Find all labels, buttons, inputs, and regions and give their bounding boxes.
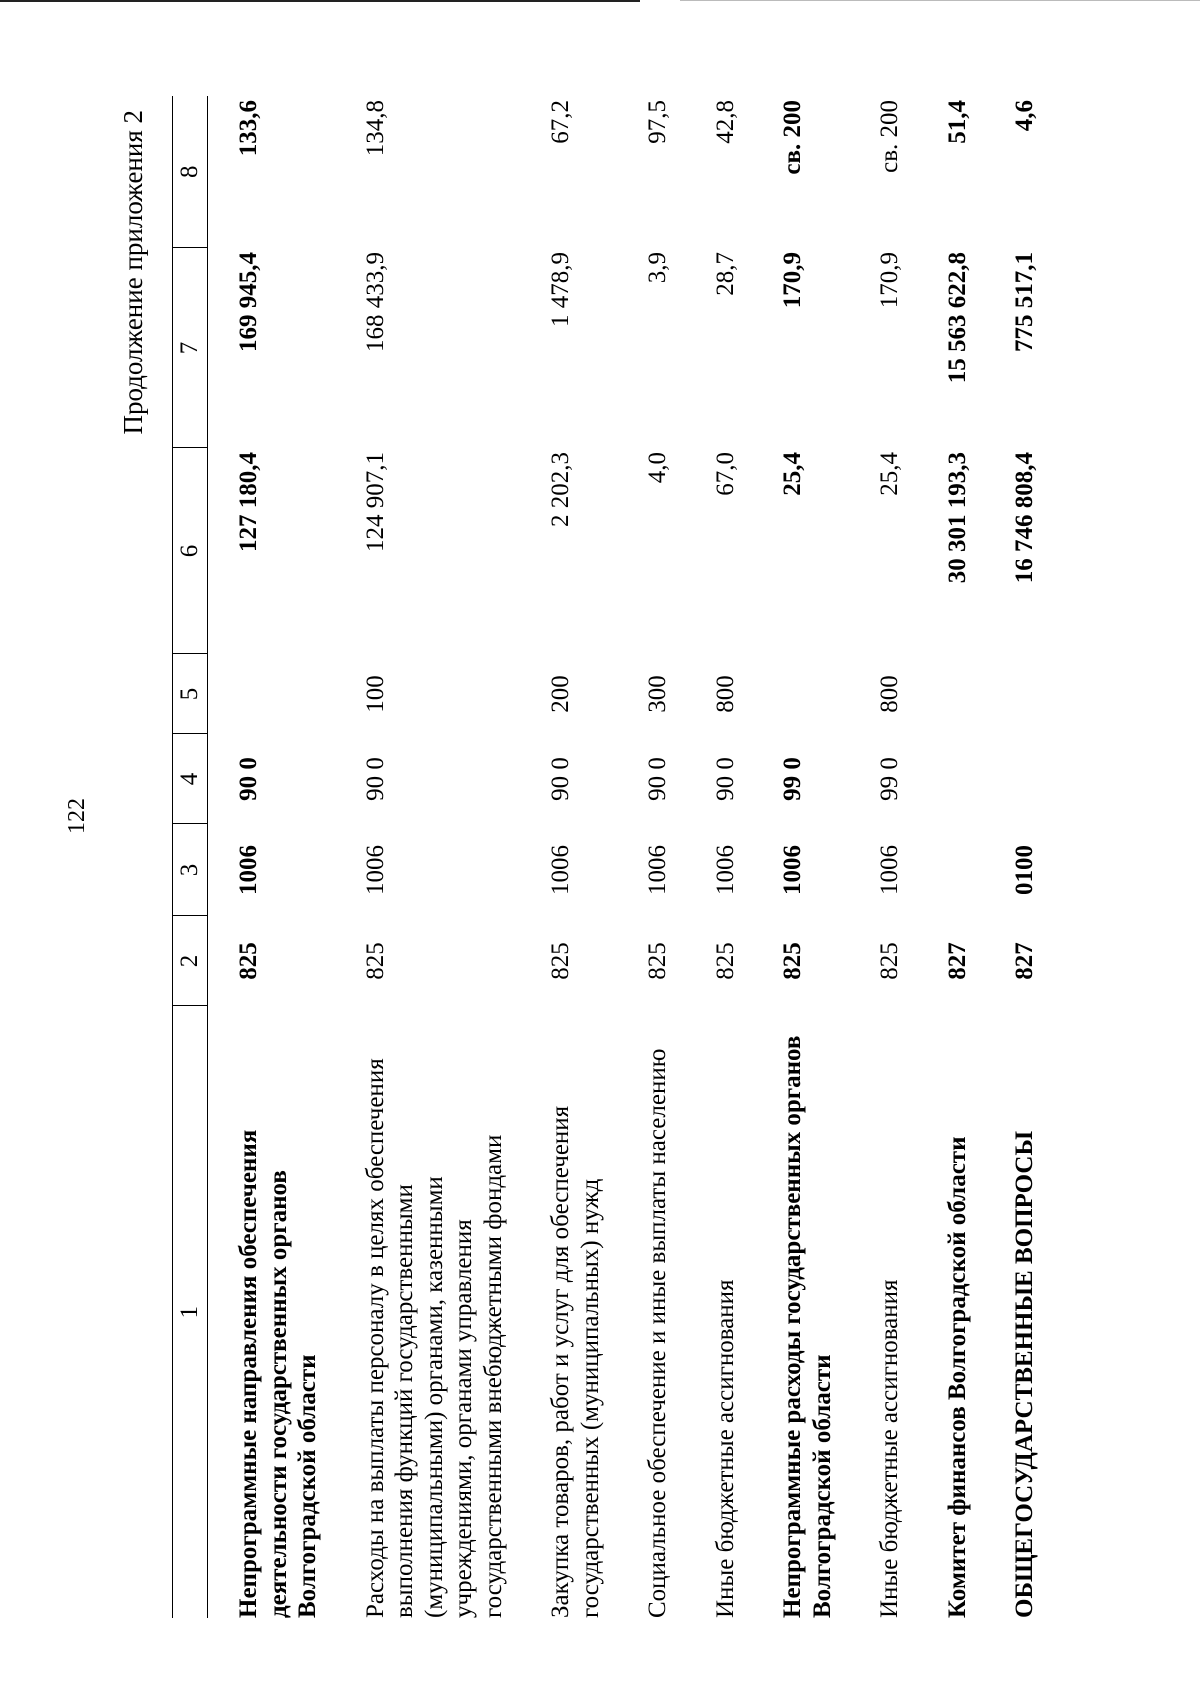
table-row (711, 96, 741, 1618)
table-row (778, 96, 837, 1618)
value-col6-cell: 25,4 (779, 452, 806, 496)
code-expense-type-cell: 800 (876, 675, 903, 713)
code-grbs-cell: 825 (779, 942, 806, 980)
value-col6-cell: 124 907,1 (361, 452, 389, 552)
page-number: 122 (64, 798, 90, 834)
code-expense-type-cell: 200 (547, 675, 574, 713)
code-target-cell: 90 0 (547, 757, 574, 801)
row-name-cell: Непрограммные направления обеспечения деятельности государственных органов Волгоградской области (235, 1129, 321, 1618)
value-col8-cell: 42,8 (711, 100, 739, 144)
code-target-cell: 90 0 (235, 757, 262, 801)
row-name-cell: Социальное обеспечение и иные выплаты населению (644, 1048, 671, 1618)
code-grbs-cell: 827 (1011, 942, 1038, 980)
value-col7-cell: 170,9 (876, 252, 903, 309)
table-row (234, 96, 323, 1618)
code-section-cell: 1006 (711, 845, 739, 895)
value-col7-cell: 1 478,9 (547, 252, 574, 327)
code-target-cell: 90 0 (644, 757, 671, 801)
value-col7-cell: 169 945,4 (235, 252, 262, 352)
value-col7-cell: 170,9 (779, 252, 806, 309)
column-header: 4 (173, 734, 208, 824)
value-col6-cell: 4,0 (644, 452, 671, 484)
value-col8-cell: 4,6 (1011, 100, 1038, 132)
code-grbs-cell: 825 (711, 942, 739, 980)
code-section-cell: 1006 (876, 845, 903, 895)
code-target-cell: 99 0 (779, 757, 806, 801)
value-col6-cell: 2 202,3 (547, 452, 574, 527)
value-col7-cell: 168 433,9 (361, 252, 389, 352)
code-grbs-cell: 827 (943, 942, 971, 980)
table-row (875, 96, 905, 1618)
code-section-cell: 0100 (1011, 845, 1038, 895)
column-header: 1 (173, 1006, 208, 1618)
code-section-cell: 1006 (235, 845, 262, 895)
code-target-cell: 99 0 (876, 757, 903, 801)
column-header: 8 (173, 96, 208, 248)
budget-table (172, 96, 1040, 1618)
value-col8-cell: 133,6 (235, 100, 262, 157)
value-col8-cell: св. 200 (779, 100, 806, 175)
code-section-cell: 1006 (644, 845, 671, 895)
code-grbs-cell: 825 (361, 942, 389, 980)
code-grbs-cell: 825 (547, 942, 574, 980)
value-col6-cell: 127 180,4 (235, 452, 262, 552)
column-header: 6 (173, 448, 208, 654)
table-header-row (173, 96, 208, 1618)
value-col7-cell: 775 517,1 (1011, 252, 1038, 352)
rotated-page-content (96, 96, 1126, 1618)
value-col8-cell: 51,4 (943, 100, 971, 144)
code-grbs-cell: 825 (876, 942, 903, 980)
table-row (643, 96, 673, 1618)
code-section-cell: 1006 (361, 845, 389, 895)
value-col7-cell: 3,9 (644, 252, 671, 284)
appendix-caption: Продолжение приложения 2 (118, 110, 148, 435)
code-section-cell (943, 824, 973, 916)
column-header: 3 (173, 824, 208, 916)
code-expense-type-cell (234, 654, 323, 734)
row-name-cell: Непрограммные расходы государственных органов Волгоградской области (779, 1035, 836, 1618)
column-header: 2 (173, 916, 208, 1006)
column-header: 7 (173, 248, 208, 448)
code-expense-type-cell: 800 (711, 675, 739, 713)
column-header: 5 (173, 654, 208, 734)
code-expense-type-cell: 300 (644, 675, 671, 713)
row-name-cell: Иные бюджетные ассигнования (876, 1279, 903, 1618)
code-target-cell (1010, 734, 1040, 824)
row-name-cell: ОБЩЕГОСУДАРСТВЕННЫЕ ВОПРОСЫ (1011, 1131, 1038, 1618)
value-col7-cell: 28,7 (711, 252, 739, 296)
value-col8-cell: 134,8 (361, 100, 389, 157)
value-col8-cell: 67,2 (547, 100, 574, 144)
table-row (546, 96, 605, 1618)
code-grbs-cell: 825 (644, 942, 671, 980)
row-name-cell: Расходы на выплаты персоналу в целях обеспечения выполнения функций государственными (муниципальными) органами, казенными учреждениями, органами управления государственными внебюджетными фондами (361, 1058, 507, 1618)
code-expense-type-cell: 100 (361, 675, 389, 713)
code-target-cell: 90 0 (361, 757, 389, 801)
table-row (1010, 96, 1040, 1618)
table-row (361, 96, 509, 1618)
code-expense-type-cell (1010, 654, 1040, 734)
row-name-cell: Иные бюджетные ассигнования (711, 1279, 739, 1618)
code-section-cell: 1006 (547, 845, 574, 895)
table-row (943, 96, 973, 1618)
scan-edge-line-faint (680, 0, 1200, 1)
value-col8-cell: 97,5 (644, 100, 671, 144)
code-expense-type-cell (943, 654, 973, 734)
value-col6-cell: 16 746 808,4 (1011, 452, 1038, 584)
code-target-cell (943, 734, 973, 824)
code-target-cell: 90 0 (711, 757, 739, 801)
row-name-cell: Закупка товаров, работ и услуг для обеспечения государственных (муниципальных) нужд (547, 1105, 604, 1618)
code-section-cell: 1006 (779, 845, 806, 895)
row-name-cell: Комитет финансов Волгоградской области (943, 1136, 971, 1618)
value-col7-cell: 15 563 622,8 (943, 252, 971, 384)
scan-edge-line (0, 0, 640, 2)
value-col6-cell: 25,4 (876, 452, 903, 496)
code-grbs-cell: 825 (235, 942, 262, 980)
value-col8-cell: св. 200 (876, 100, 903, 173)
table-body (208, 96, 1040, 1618)
value-col6-cell: 30 301 193,3 (943, 452, 971, 584)
value-col6-cell: 67,0 (711, 452, 739, 496)
code-expense-type-cell (778, 654, 837, 734)
